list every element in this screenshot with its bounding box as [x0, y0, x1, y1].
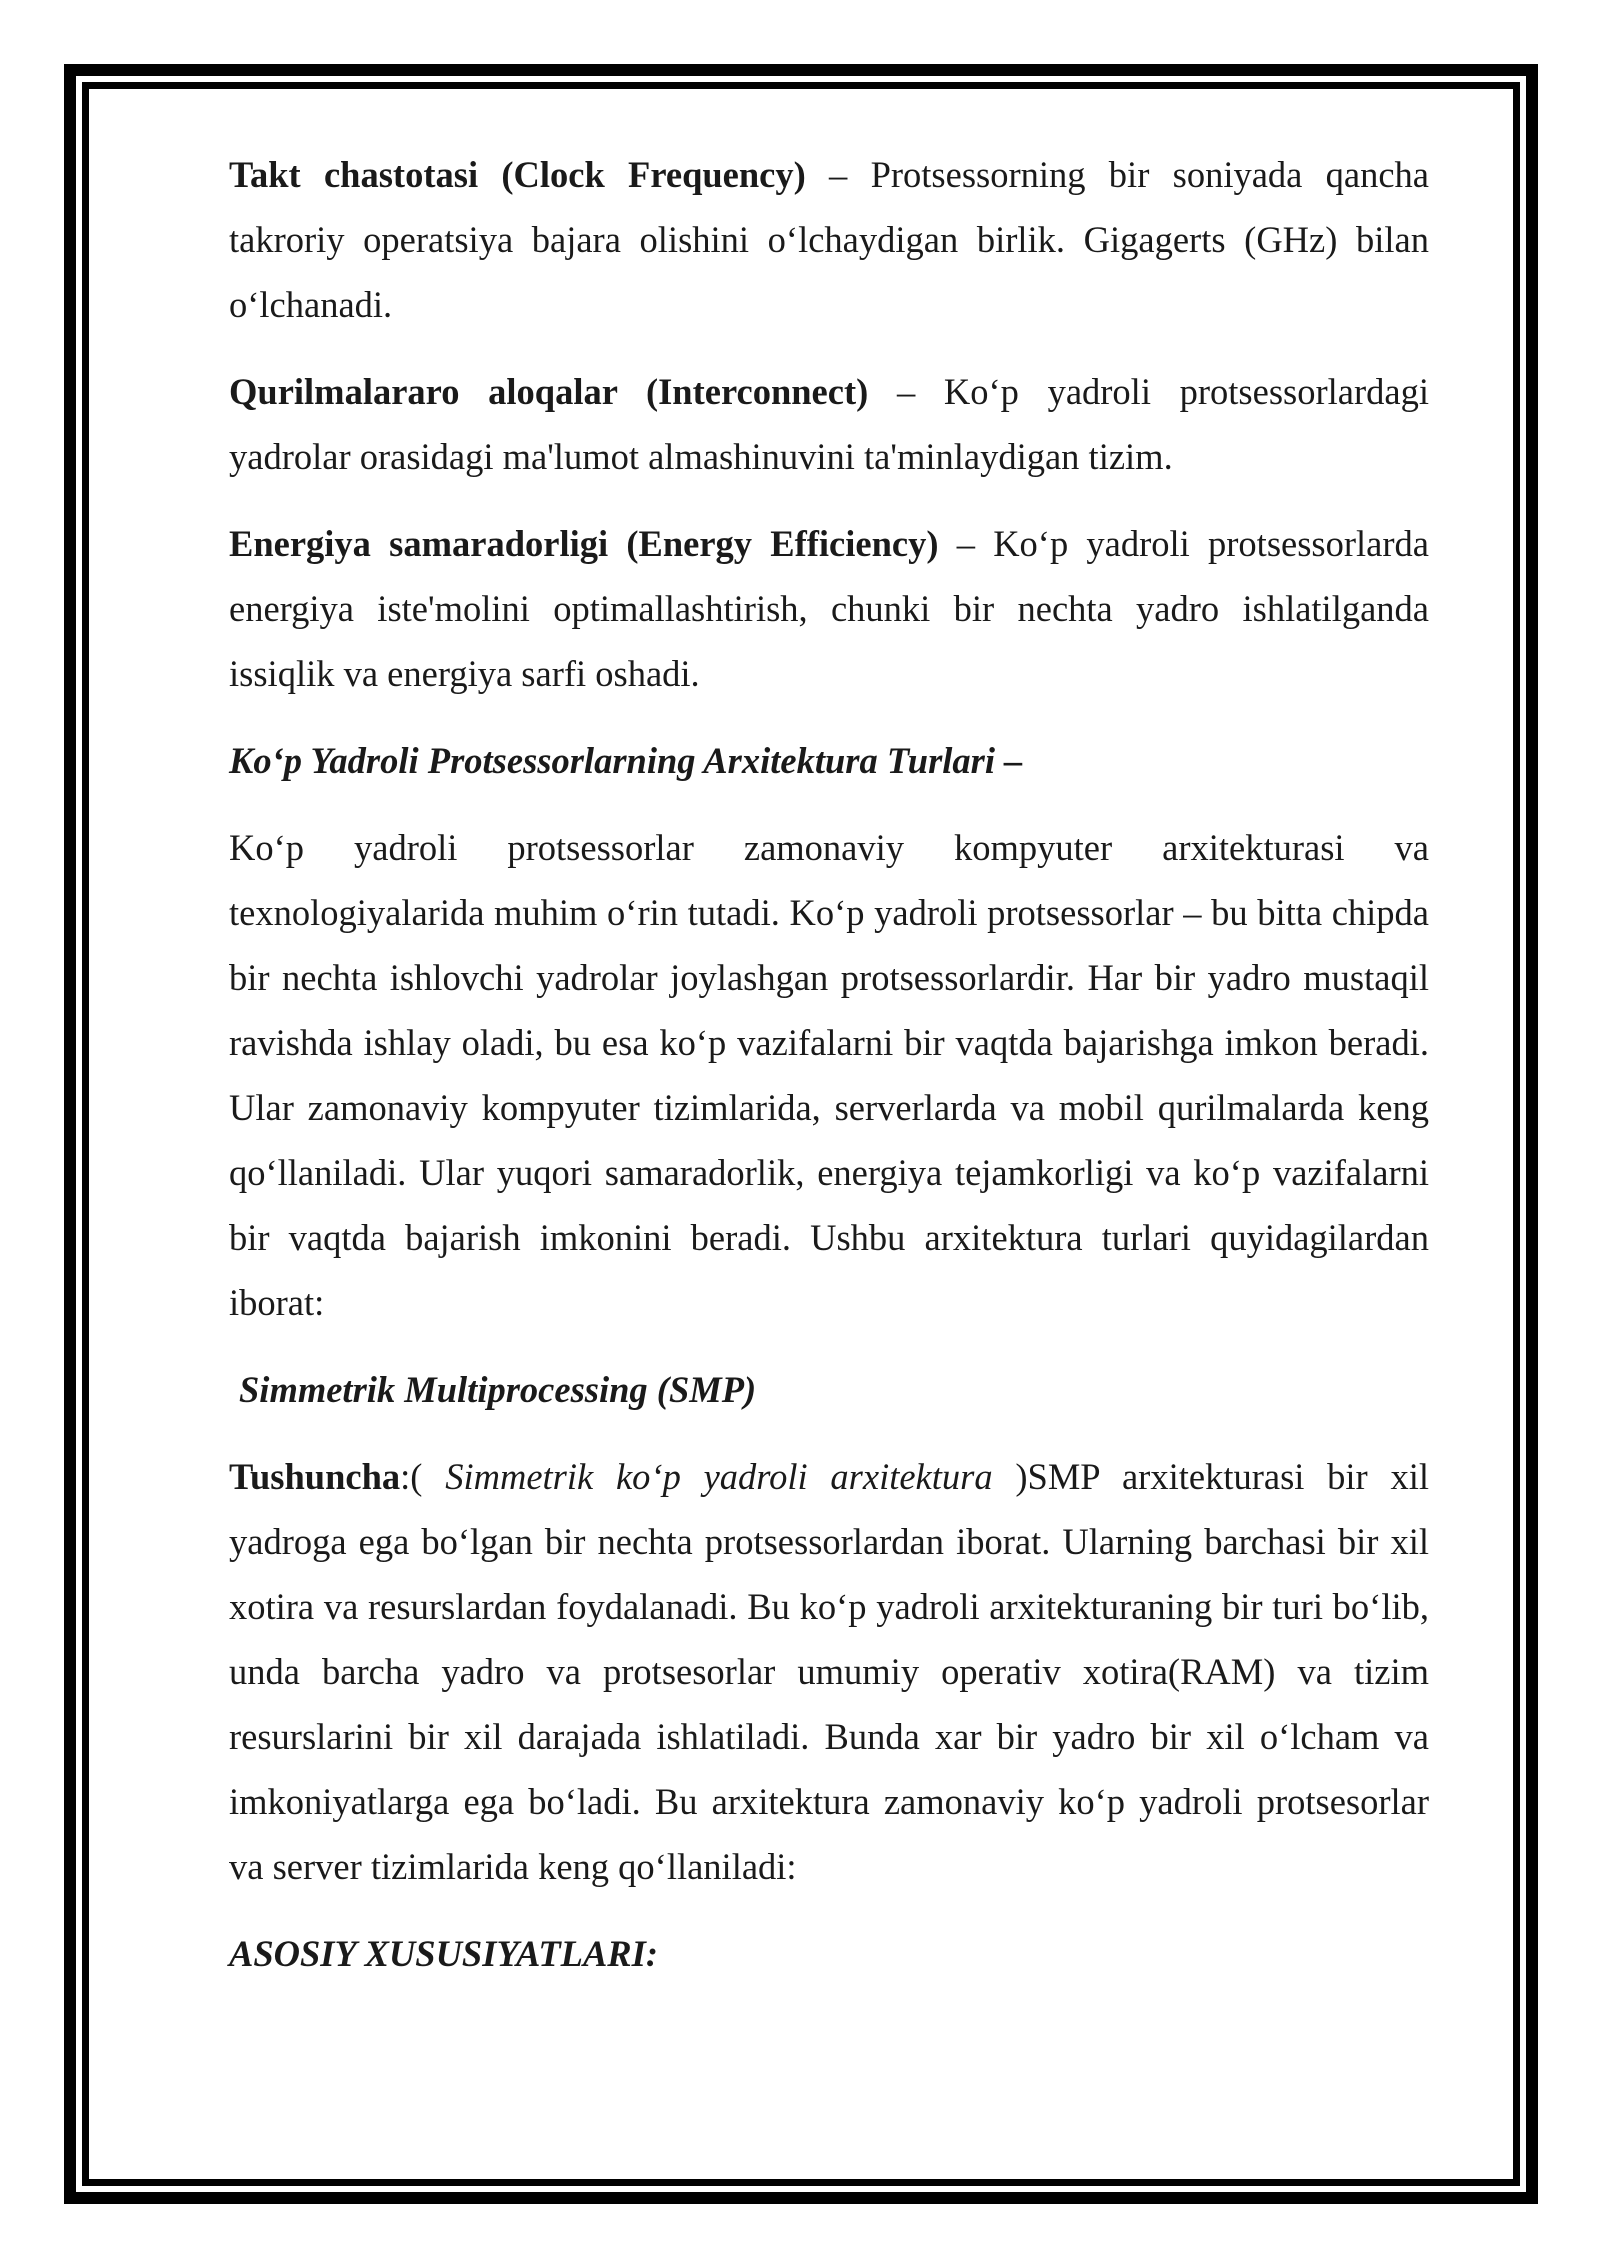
definition-clock-frequency: – Protsessorning bir soniyada qancha takroriy operatsiya bajara olishini o‘lchaydigan birlik. Gigagerts (GHz) bilan o‘lchanadi.: [229, 154, 1429, 325]
concept-open: :(: [400, 1456, 446, 1497]
paragraph-interconnect: [229, 359, 1429, 489]
term-interconnect: Qurilmalararo aloqalar (Interconnect): [229, 371, 869, 412]
paragraph-energy-efficiency: [229, 511, 1429, 706]
concept-text: SMP arxitekturasi bir xil yadroga ega bo‘lgan bir nechta protsessorlardan iborat. Ularning barchasi bir xil xotira va resurslardan foydalanadi. Bu ko‘p yadroli arxitekturaning bir turi bo‘lib, unda barcha yadro va protsesorlar umumiy operativ xotira(RAM) va tizim resurslarini bir xil darajada ishlatiladi. Bunda xar bir yadro bir xil o‘lcham va imkoniyatlarga ega bo‘ladi. Bu arxitektura zamonaviy ko‘p yadroli protsesorlar va server tizimlarida keng qo‘llaniladi:: [229, 1456, 1430, 1887]
definition-energy-efficiency: – Ko‘p yadroli protsessorlarda energiya iste'molini optimallashtirish, chunki bir nechta yadro ishlatilganda issiqlik va energiya sarfi oshadi.: [229, 523, 1429, 694]
smp-heading: Simmetrik Multiprocessing (SMP): [239, 1369, 757, 1410]
term-clock-frequency: Takt chastotasi (Clock Frequency): [229, 154, 806, 195]
concept-close: ): [992, 1456, 1028, 1497]
term-energy-efficiency: Energiya samaradorligi (Energy Efficiency): [229, 523, 939, 564]
section-heading: Ko‘p Yadroli Protsessorlarning Arxitektura Turlari –: [229, 740, 1023, 781]
concept-italic: Simmetrik ko‘p yadroli arxitektura: [445, 1456, 993, 1497]
paragraph-clock-frequency: [229, 142, 1429, 337]
definition-interconnect: – Ko‘p yadroli protsessorlardagi yadrolar orasidagi ma'lumot almashinuvini ta'minlaydigan tizim.: [229, 371, 1429, 477]
features-heading: ASOSIY XUSUSIYATLARI:: [229, 1933, 658, 1974]
document-body: [229, 142, 1429, 2008]
concept-term: Tushuncha: [229, 1456, 401, 1497]
intro-paragraph: Ko‘p yadroli protsessorlar zamonaviy kompyuter arxitekturasi va texnologiyalarida muhim o‘rin tutadi. Ko‘p yadroli protsessorlar – bu bitta chipda bir nechta ishlovchi yadrolar joylashgan protsessorlardir. Har bir yadro mustaqil ravishda ishlay oladi, bu esa ko‘p vazifalarni bir vaqtda bajarishga imkon beradi. Ular zamonaviy kompyuter tizimlarida, serverlarda va mobil qurilmalarda keng qo‘llaniladi. Ular yuqori samaradorlik, energiya tejamkorligi va ko‘p vazifalarni bir vaqtda bajarish imkonini beradi. Ushbu arxitektura turlari quyidagilardan iborat:: [229, 827, 1429, 1323]
concept-paragraph: [229, 1444, 1429, 1899]
